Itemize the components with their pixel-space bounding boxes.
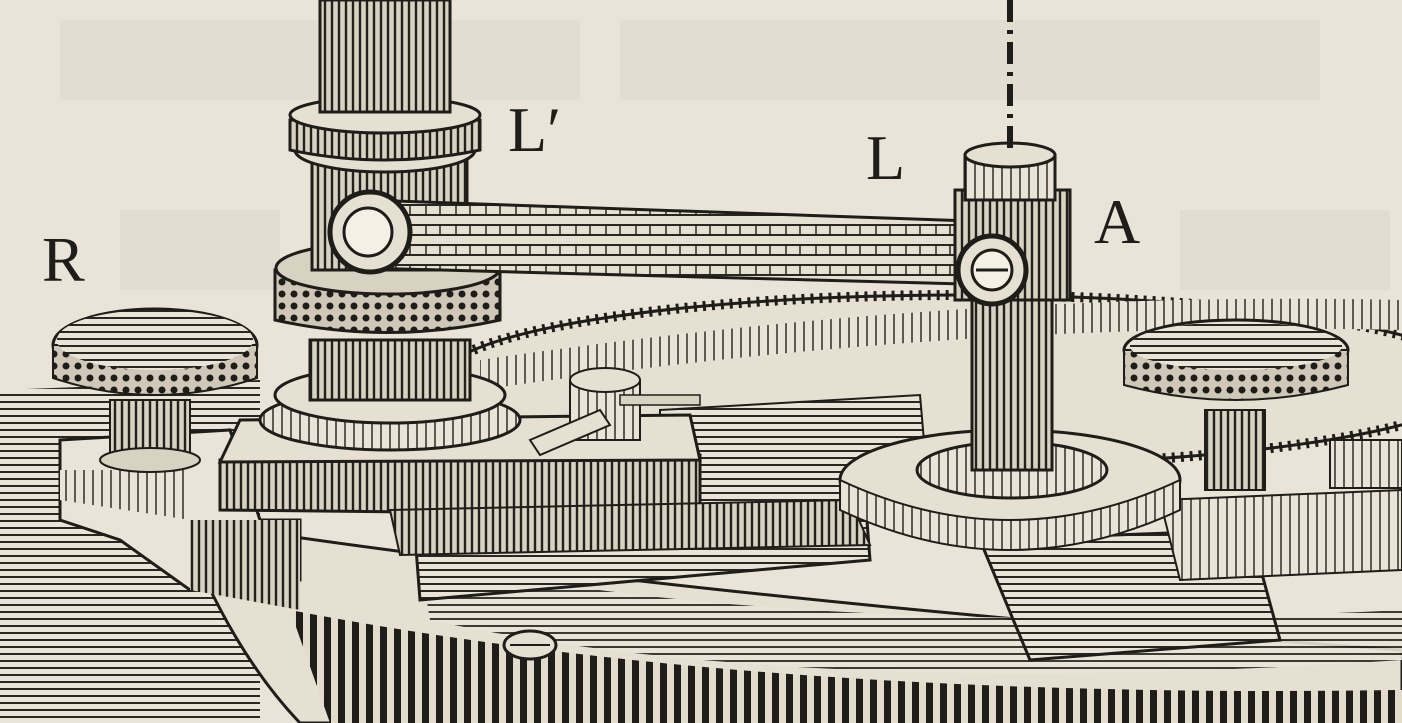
- label-r: R: [42, 224, 85, 295]
- label-l: L: [866, 122, 906, 193]
- connecting-arm: [330, 192, 1000, 285]
- label-a: A: [1094, 186, 1141, 257]
- label-l-prime: L′: [508, 94, 562, 165]
